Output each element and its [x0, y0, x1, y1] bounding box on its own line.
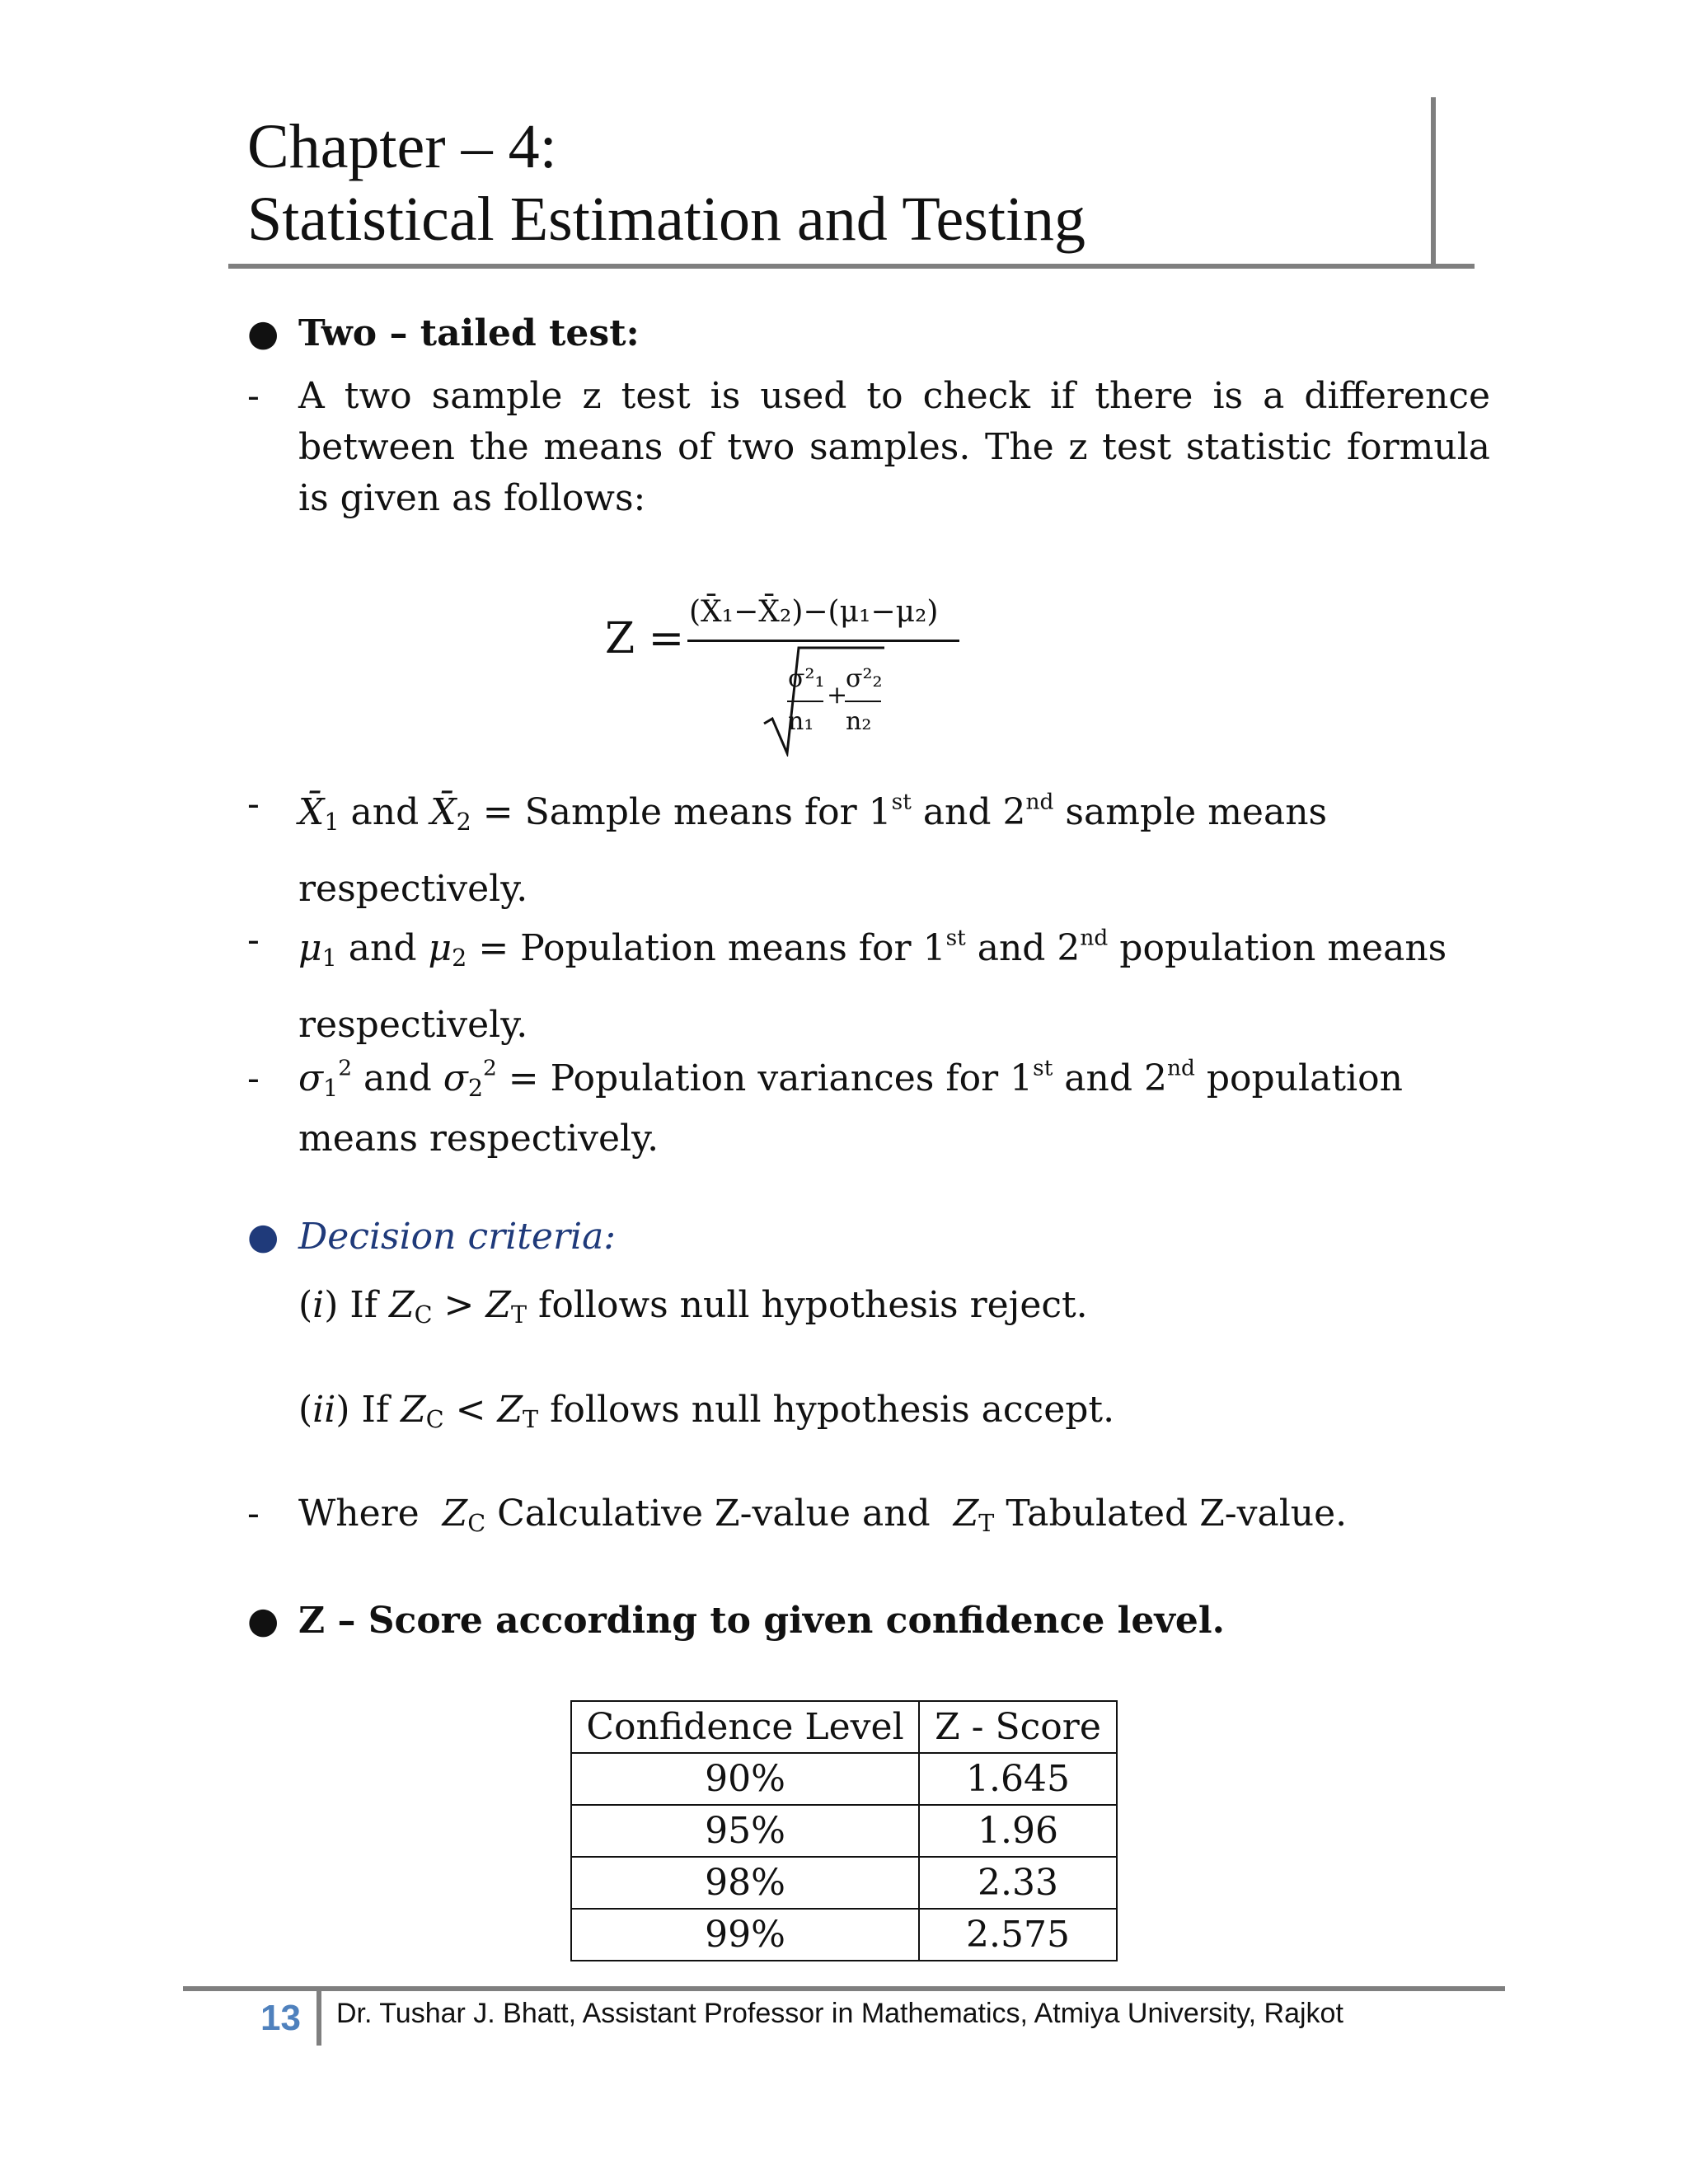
dash-marker: -	[247, 783, 260, 825]
cell-z: 2.33	[919, 1857, 1117, 1909]
header-rule	[228, 264, 1475, 269]
zscore-table	[570, 1700, 1118, 1961]
decision-heading: Decision criteria:	[298, 1216, 617, 1258]
cell-z: 1.645	[919, 1753, 1117, 1805]
table-row	[571, 1909, 1117, 1961]
formula-sub-bar-1	[787, 701, 823, 702]
formula-plus: +	[827, 681, 848, 710]
two-tailed-intro: A two sample z test is used to check if there is a difference between the means of two samples. The z test statistic formula is given as follows:	[298, 375, 1490, 519]
cell-z: 2.575	[919, 1909, 1117, 1961]
decision-where: Where $Z_C$ Calculative Z-value and $Z_T$ Tabulated Z-value.	[298, 1493, 1348, 1538]
footer-rule	[183, 1986, 1505, 1991]
dash-marker: -	[247, 919, 260, 961]
header-vertical-rule	[1431, 97, 1436, 269]
bullet-icon: ●	[247, 1216, 279, 1258]
formula-lhs: Z =	[605, 614, 685, 663]
col-header-confidence: Confidence Level	[571, 1701, 919, 1753]
dash-marker: -	[247, 1493, 260, 1535]
formula-fraction-bar	[687, 640, 959, 642]
two-tailed-heading: Two – tailed test:	[298, 312, 640, 354]
table-row	[571, 1857, 1117, 1909]
decision-rule-2-text: follows null hypothesis accept.	[550, 1389, 1115, 1431]
formula-sigma2: σ²₂	[846, 664, 883, 693]
bullet-icon: ●	[247, 312, 279, 354]
cell-level: 98%	[571, 1857, 919, 1909]
decision-rule-1-text: follows null hypothesis reject.	[538, 1284, 1088, 1326]
cell-level: 95%	[571, 1805, 919, 1857]
cell-level: 90%	[571, 1753, 919, 1805]
cell-z: 1.96	[919, 1805, 1117, 1857]
cell-level: 99%	[571, 1909, 919, 1961]
chapter-label: Chapter – 4:	[247, 112, 557, 181]
table-row	[571, 1805, 1117, 1857]
definition-population-variances: $\sigma_1^2$ and $\sigma_2^2$ = Population variances for 1st and 2nd population means respectively.	[298, 1055, 1403, 1160]
footer-author: Dr. Tushar J. Bhatt, Assistant Professor in Mathematics, Atmiya University, Rajkot	[336, 1998, 1343, 2029]
footer-vertical-rule	[316, 1986, 321, 2046]
decision-where-text-1: Calculative Z-value and	[497, 1493, 931, 1535]
table-row	[571, 1753, 1117, 1805]
formula-n1: n₁	[788, 707, 814, 736]
table-header-row	[571, 1701, 1117, 1753]
formula-n2: n₂	[846, 707, 872, 736]
chapter-title: Statistical Estimation and Testing	[247, 185, 1086, 254]
page-number: 13	[260, 1998, 301, 2038]
definition-sample-means: $X̄_1$ and $X̄_2$ = Sample means for 1st and 2nd sample means respectively.	[298, 789, 1328, 911]
dash-marker: -	[247, 1057, 260, 1099]
decision-where-text-2: Tabulated Z-value.	[1006, 1493, 1348, 1535]
decision-rule-2: (ii) If $Z_C < Z_T$ follows null hypothesis accept.	[298, 1389, 1115, 1434]
definition-population-means: $\mu_1$ and $\mu_2$ = Population means for 1st and 2nd population means respectively.	[298, 925, 1447, 1047]
dash-marker: -	[247, 375, 260, 417]
col-header-zscore: Z - Score	[919, 1701, 1117, 1753]
decision-rule-1: (i) If $Z_C > Z_T$ follows null hypothesis reject.	[298, 1284, 1088, 1329]
formula-sub-bar-2	[845, 701, 881, 702]
bullet-icon: ●	[247, 1600, 279, 1642]
formula-sigma1: σ²₁	[788, 664, 825, 693]
formula-numerator: (X̄₁−X̄₂)−(μ₁−μ₂)	[689, 595, 939, 629]
zscore-heading: Z – Score according to given confidence level.	[298, 1600, 1225, 1642]
